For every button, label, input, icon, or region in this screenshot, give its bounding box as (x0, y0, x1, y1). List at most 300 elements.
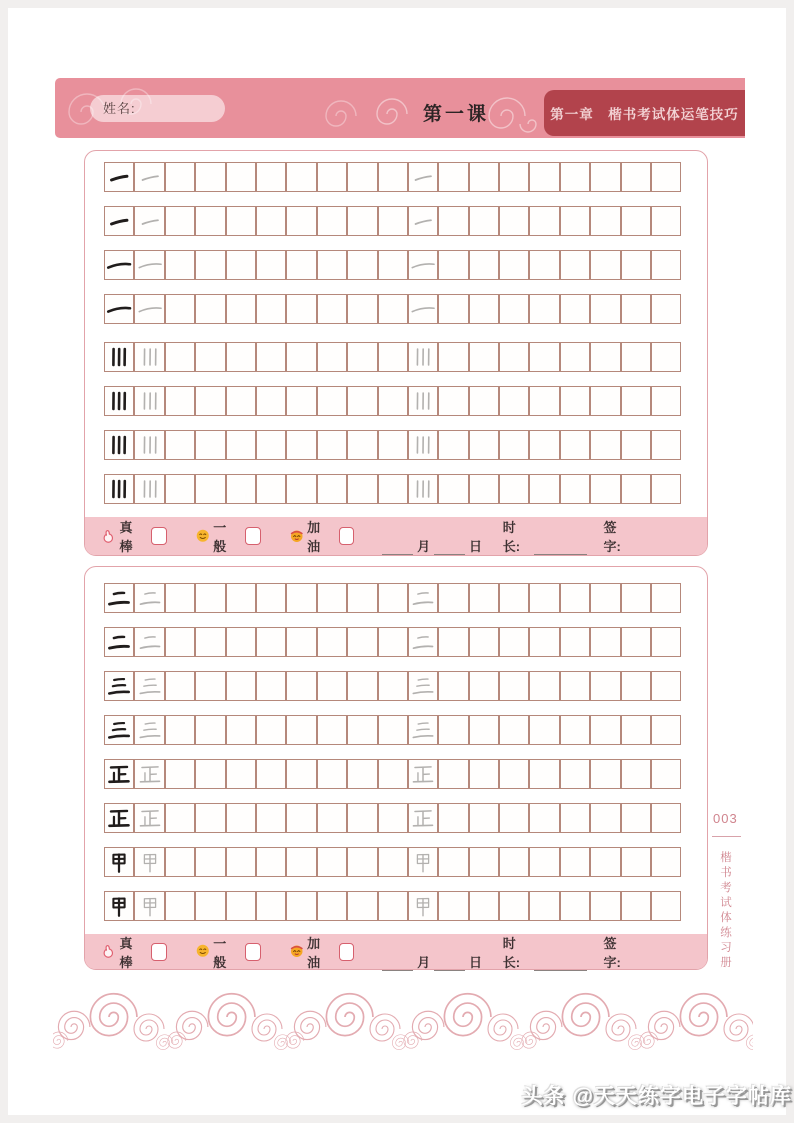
practice-cell[interactable] (378, 294, 408, 324)
practice-cell[interactable] (317, 627, 347, 657)
practice-cell[interactable] (378, 715, 408, 745)
practice-cell[interactable] (317, 715, 347, 745)
practice-cell[interactable] (469, 803, 499, 833)
practice-cell[interactable] (165, 627, 195, 657)
duration-blank[interactable] (534, 541, 587, 555)
practice-cell[interactable] (438, 671, 468, 701)
practice-cell[interactable] (286, 162, 316, 192)
practice-cell[interactable] (195, 430, 225, 460)
practice-cell[interactable] (317, 250, 347, 280)
practice-cell[interactable] (195, 294, 225, 324)
practice-cell[interactable] (317, 803, 347, 833)
practice-cell[interactable] (226, 891, 256, 921)
practice-cell[interactable] (195, 583, 225, 613)
practice-cell[interactable] (499, 803, 529, 833)
practice-cell[interactable] (226, 250, 256, 280)
practice-cell[interactable] (438, 759, 468, 789)
practice-cell[interactable] (317, 847, 347, 877)
practice-cell[interactable] (226, 206, 256, 236)
practice-cell[interactable] (499, 162, 529, 192)
practice-cell[interactable] (256, 671, 286, 701)
practice-cell[interactable] (378, 583, 408, 613)
practice-cell[interactable] (560, 583, 590, 613)
practice-cell[interactable] (529, 891, 559, 921)
practice-cell[interactable] (651, 342, 681, 372)
practice-cell[interactable] (438, 627, 468, 657)
practice-row (104, 803, 681, 833)
practice-cell[interactable] (165, 250, 195, 280)
practice-cell[interactable] (317, 386, 347, 416)
practice-cell[interactable] (529, 583, 559, 613)
practice-cell[interactable] (438, 474, 468, 504)
practice-cell[interactable] (529, 671, 559, 701)
practice-cell[interactable] (621, 342, 651, 372)
practice-cell[interactable] (378, 206, 408, 236)
practice-cell[interactable] (286, 627, 316, 657)
practice-cell[interactable] (165, 583, 195, 613)
practice-cell[interactable] (438, 891, 468, 921)
practice-cell[interactable] (378, 759, 408, 789)
practice-cell[interactable] (469, 671, 499, 701)
practice-cell[interactable] (256, 430, 286, 460)
practice-cell[interactable] (560, 715, 590, 745)
practice-cell[interactable] (651, 386, 681, 416)
practice-cell[interactable] (590, 294, 620, 324)
practice-cell[interactable] (590, 386, 620, 416)
practice-cell[interactable] (621, 759, 651, 789)
practice-cell[interactable] (560, 627, 590, 657)
practice-cell[interactable] (378, 847, 408, 877)
practice-cell[interactable] (529, 430, 559, 460)
month-blank[interactable] (382, 957, 413, 971)
practice-cell[interactable] (256, 206, 286, 236)
practice-cell[interactable] (469, 759, 499, 789)
practice-cell[interactable] (590, 627, 620, 657)
practice-cell[interactable] (529, 715, 559, 745)
practice-cell[interactable] (438, 206, 468, 236)
practice-cell[interactable] (226, 803, 256, 833)
practice-cell[interactable] (256, 474, 286, 504)
practice-cell[interactable] (560, 759, 590, 789)
practice-cell[interactable] (469, 342, 499, 372)
jia-stroke-icon (136, 848, 164, 876)
practice-cell[interactable] (560, 342, 590, 372)
practice-cell[interactable] (226, 342, 256, 372)
practice-cell[interactable] (469, 583, 499, 613)
practice-cell[interactable] (469, 206, 499, 236)
practice-cell[interactable] (165, 430, 195, 460)
trace-cell (134, 803, 164, 833)
trace-cell (134, 430, 164, 460)
practice-cell[interactable] (469, 386, 499, 416)
practice-cell[interactable] (286, 430, 316, 460)
practice-cell[interactable] (590, 891, 620, 921)
practice-cell[interactable] (256, 162, 286, 192)
practice-cell[interactable] (286, 386, 316, 416)
practice-row (104, 250, 681, 280)
practice-cell[interactable] (256, 386, 286, 416)
er-stroke-icon (136, 628, 164, 656)
practice-cell[interactable] (347, 671, 377, 701)
practice-cell[interactable] (621, 847, 651, 877)
practice-cell[interactable] (590, 250, 620, 280)
practice-cell[interactable] (256, 847, 286, 877)
day-label: 日 (469, 539, 483, 554)
practice-cell[interactable] (499, 891, 529, 921)
practice-cell[interactable] (378, 627, 408, 657)
practice-cell[interactable] (438, 342, 468, 372)
long-horizontal-stroke-icon (409, 251, 437, 279)
practice-cell[interactable] (651, 671, 681, 701)
practice-cell[interactable] (469, 162, 499, 192)
practice-cell[interactable] (621, 627, 651, 657)
practice-cell[interactable] (317, 474, 347, 504)
booklet-title-vertical: 楷书考试体练习册 (719, 851, 731, 971)
practice-cell[interactable] (286, 803, 316, 833)
practice-cell[interactable] (499, 847, 529, 877)
long-horizontal-stroke-icon (105, 251, 133, 279)
practice-cell[interactable] (347, 803, 377, 833)
practice-cell[interactable] (529, 759, 559, 789)
practice-cell[interactable] (195, 627, 225, 657)
practice-cell[interactable] (165, 474, 195, 504)
practice-cell[interactable] (317, 583, 347, 613)
practice-cell[interactable] (195, 671, 225, 701)
practice-cell[interactable] (438, 294, 468, 324)
practice-cell[interactable] (438, 583, 468, 613)
practice-cell[interactable] (529, 342, 559, 372)
practice-cell[interactable] (621, 294, 651, 324)
practice-cell[interactable] (226, 583, 256, 613)
duration-blank[interactable] (534, 957, 587, 971)
practice-cell[interactable] (226, 162, 256, 192)
practice-cell[interactable] (560, 430, 590, 460)
practice-cell[interactable] (621, 206, 651, 236)
practice-cell[interactable] (226, 430, 256, 460)
practice-cell[interactable] (165, 891, 195, 921)
practice-cell[interactable] (195, 891, 225, 921)
rating-checkbox[interactable] (339, 943, 355, 961)
practice-cell[interactable] (621, 583, 651, 613)
practice-cell[interactable] (529, 294, 559, 324)
practice-cell[interactable] (590, 342, 620, 372)
practice-cell[interactable] (347, 847, 377, 877)
practice-cell[interactable] (165, 671, 195, 701)
rating-label: 一般 (213, 935, 228, 970)
practice-cell[interactable] (347, 294, 377, 324)
practice-cell[interactable] (529, 847, 559, 877)
practice-cell[interactable] (226, 847, 256, 877)
practice-cell[interactable] (651, 250, 681, 280)
practice-cell[interactable] (560, 474, 590, 504)
practice-cell[interactable] (560, 162, 590, 192)
practice-cell[interactable] (195, 847, 225, 877)
rating-checkbox[interactable] (151, 527, 167, 545)
practice-cell[interactable] (317, 430, 347, 460)
practice-cell[interactable] (256, 891, 286, 921)
practice-cell[interactable] (286, 847, 316, 877)
trace-cell (134, 294, 164, 324)
practice-cell[interactable] (560, 803, 590, 833)
trace-cell (134, 474, 164, 504)
practice-cell[interactable] (499, 206, 529, 236)
practice-cell[interactable] (621, 162, 651, 192)
practice-cell[interactable] (499, 715, 529, 745)
er-stroke-icon (105, 628, 133, 656)
practice-cell[interactable] (469, 250, 499, 280)
practice-cell[interactable] (621, 671, 651, 701)
practice-cell[interactable] (226, 627, 256, 657)
month-blank[interactable] (382, 541, 413, 555)
day-blank[interactable] (434, 957, 465, 971)
practice-cell[interactable] (195, 803, 225, 833)
practice-cell[interactable] (469, 474, 499, 504)
practice-cell[interactable] (378, 474, 408, 504)
practice-cell[interactable] (590, 759, 620, 789)
practice-cell[interactable] (651, 715, 681, 745)
practice-cell[interactable] (317, 759, 347, 789)
practice-cell[interactable] (590, 803, 620, 833)
practice-cell[interactable] (651, 162, 681, 192)
cheer-icon (289, 943, 305, 960)
practice-cell[interactable] (651, 430, 681, 460)
practice-cell[interactable] (590, 671, 620, 701)
practice-cell[interactable] (590, 583, 620, 613)
practice-cell[interactable] (560, 250, 590, 280)
practice-cell[interactable] (621, 891, 651, 921)
practice-cell[interactable] (165, 386, 195, 416)
practice-cell[interactable] (347, 627, 377, 657)
practice-cell[interactable] (347, 162, 377, 192)
jia-stroke-icon (105, 892, 133, 920)
name-input-field[interactable] (90, 95, 225, 122)
feedback-bar-2 (85, 934, 707, 969)
practice-cell[interactable] (529, 474, 559, 504)
practice-cell[interactable] (469, 847, 499, 877)
practice-cell[interactable] (165, 342, 195, 372)
practice-cell[interactable] (651, 847, 681, 877)
practice-cell[interactable] (499, 474, 529, 504)
practice-cell[interactable] (347, 891, 377, 921)
practice-cell[interactable] (651, 206, 681, 236)
trace-cell (134, 671, 164, 701)
practice-cell[interactable] (347, 250, 377, 280)
practice-cell[interactable] (226, 759, 256, 789)
practice-cell[interactable] (560, 847, 590, 877)
practice-cell[interactable] (469, 891, 499, 921)
practice-cell[interactable] (347, 474, 377, 504)
trace-cell (408, 162, 438, 192)
practice-cell[interactable] (651, 891, 681, 921)
practice-cell[interactable] (621, 386, 651, 416)
practice-cell[interactable] (590, 715, 620, 745)
practice-cell[interactable] (499, 250, 529, 280)
practice-cell[interactable] (256, 627, 286, 657)
practice-cell[interactable] (378, 430, 408, 460)
practice-cell[interactable] (226, 671, 256, 701)
practice-cell[interactable] (560, 891, 590, 921)
practice-cell[interactable] (499, 386, 529, 416)
practice-cell[interactable] (529, 386, 559, 416)
practice-cell[interactable] (195, 474, 225, 504)
practice-cell[interactable] (317, 206, 347, 236)
practice-cell[interactable] (165, 803, 195, 833)
practice-cell[interactable] (195, 250, 225, 280)
san-stroke-icon (136, 672, 164, 700)
practice-cell[interactable] (590, 162, 620, 192)
practice-cell[interactable] (438, 162, 468, 192)
practice-cell[interactable] (226, 474, 256, 504)
practice-cell[interactable] (651, 294, 681, 324)
practice-cell[interactable] (226, 386, 256, 416)
practice-cell[interactable] (286, 583, 316, 613)
practice-cell[interactable] (165, 847, 195, 877)
practice-cell[interactable] (286, 206, 316, 236)
rating-checkbox[interactable] (339, 527, 355, 545)
practice-cell[interactable] (438, 847, 468, 877)
name-label: 姓名: (103, 101, 136, 116)
practice-cell[interactable] (256, 583, 286, 613)
rating-label: 真棒 (119, 935, 134, 970)
practice-cell[interactable] (195, 386, 225, 416)
practice-cell[interactable] (165, 759, 195, 789)
practice-cell[interactable] (529, 162, 559, 192)
practice-cell[interactable] (256, 715, 286, 745)
practice-cell[interactable] (286, 474, 316, 504)
practice-cell[interactable] (499, 342, 529, 372)
rating-checkbox[interactable] (151, 943, 167, 961)
practice-cell[interactable] (347, 759, 377, 789)
practice-cell[interactable] (347, 386, 377, 416)
practice-cell[interactable] (590, 206, 620, 236)
practice-cell[interactable] (651, 803, 681, 833)
practice-cell[interactable] (499, 294, 529, 324)
practice-cell[interactable] (347, 430, 377, 460)
rating-checkbox[interactable] (245, 527, 261, 545)
practice-cell[interactable] (317, 342, 347, 372)
practice-row (104, 671, 681, 701)
san-stroke-icon (409, 716, 437, 744)
practice-cell[interactable] (438, 803, 468, 833)
practice-cell[interactable] (529, 206, 559, 236)
practice-cell[interactable] (469, 430, 499, 460)
practice-cell[interactable] (560, 671, 590, 701)
day-blank[interactable] (434, 541, 465, 555)
practice-cell[interactable] (378, 386, 408, 416)
three-verticals-stroke-icon (409, 387, 437, 415)
trace-cell (134, 583, 164, 613)
practice-cell[interactable] (590, 474, 620, 504)
practice-cell[interactable] (195, 759, 225, 789)
practice-cell[interactable] (621, 474, 651, 504)
practice-cell[interactable] (378, 671, 408, 701)
practice-cell[interactable] (317, 294, 347, 324)
practice-cell[interactable] (529, 803, 559, 833)
practice-cell[interactable] (378, 891, 408, 921)
practice-cell[interactable] (347, 583, 377, 613)
practice-cell[interactable] (256, 250, 286, 280)
practice-cell[interactable] (590, 847, 620, 877)
practice-cell[interactable] (438, 715, 468, 745)
practice-cell[interactable] (560, 294, 590, 324)
header-band (55, 78, 745, 138)
rating-label: 加油 (307, 520, 322, 554)
practice-cell[interactable] (286, 759, 316, 789)
practice-cell[interactable] (317, 891, 347, 921)
practice-cell[interactable] (651, 583, 681, 613)
rating-checkbox[interactable] (245, 943, 261, 961)
practice-cell[interactable] (651, 627, 681, 657)
practice-cell[interactable] (651, 759, 681, 789)
practice-row (104, 715, 681, 745)
practice-cell[interactable] (499, 671, 529, 701)
rating-option-1 (101, 933, 167, 971)
practice-cell[interactable] (529, 627, 559, 657)
practice-cell[interactable] (621, 715, 651, 745)
practice-cell[interactable] (256, 342, 286, 372)
practice-cell[interactable] (499, 430, 529, 460)
practice-cell[interactable] (378, 250, 408, 280)
practice-cell[interactable] (195, 162, 225, 192)
practice-cell[interactable] (256, 294, 286, 324)
practice-cell[interactable] (256, 759, 286, 789)
practice-cell[interactable] (347, 342, 377, 372)
practice-cell[interactable] (499, 583, 529, 613)
practice-cell[interactable] (286, 891, 316, 921)
practice-cell[interactable] (438, 386, 468, 416)
practice-cell[interactable] (165, 162, 195, 192)
practice-cell[interactable] (286, 715, 316, 745)
practice-cell[interactable] (499, 759, 529, 789)
practice-cell[interactable] (286, 250, 316, 280)
practice-cell[interactable] (529, 250, 559, 280)
practice-cell[interactable] (560, 206, 590, 236)
practice-cell[interactable] (438, 430, 468, 460)
practice-cell[interactable] (317, 162, 347, 192)
practice-cell[interactable] (226, 294, 256, 324)
practice-cell[interactable] (317, 671, 347, 701)
practice-cell[interactable] (469, 627, 499, 657)
practice-cell[interactable] (195, 715, 225, 745)
practice-cell[interactable] (165, 206, 195, 236)
practice-cell[interactable] (347, 715, 377, 745)
trace-cell (134, 162, 164, 192)
practice-cell[interactable] (469, 294, 499, 324)
practice-cell[interactable] (286, 294, 316, 324)
practice-cell[interactable] (621, 803, 651, 833)
practice-cell[interactable] (378, 162, 408, 192)
practice-cell[interactable] (560, 386, 590, 416)
practice-cell[interactable] (286, 671, 316, 701)
practice-cell[interactable] (469, 715, 499, 745)
practice-cell[interactable] (165, 715, 195, 745)
practice-cell[interactable] (621, 250, 651, 280)
practice-cell[interactable] (195, 206, 225, 236)
practice-cell[interactable] (165, 294, 195, 324)
practice-cell[interactable] (378, 803, 408, 833)
practice-cell[interactable] (651, 474, 681, 504)
practice-cell[interactable] (590, 430, 620, 460)
practice-cell[interactable] (195, 342, 225, 372)
practice-cell[interactable] (621, 430, 651, 460)
practice-cell[interactable] (286, 342, 316, 372)
practice-cell[interactable] (256, 803, 286, 833)
practice-cell[interactable] (378, 342, 408, 372)
practice-cell[interactable] (499, 627, 529, 657)
practice-cell[interactable] (347, 206, 377, 236)
practice-cell[interactable] (438, 250, 468, 280)
practice-cell[interactable] (226, 715, 256, 745)
